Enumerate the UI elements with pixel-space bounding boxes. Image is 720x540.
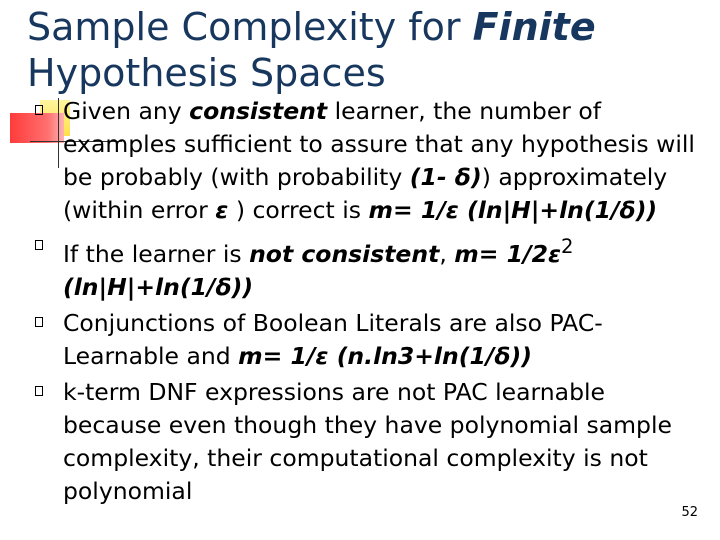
bullet-consistent-learner [35,95,703,227]
square-bullet-icon [35,105,43,115]
bullet-text: ) correct is [228,196,369,224]
bullet-text: Conjunctions of Boolean Literals are also PAC-Learnable and [63,308,603,370]
page-number: 52 [681,505,698,520]
square-bullet-icon [35,317,43,327]
bullet-text: , [439,239,455,268]
bullet-formula: m= 1/2ε [454,239,562,268]
title-line2: Hypothesis Spaces [27,51,386,95]
square-bullet-icon [35,240,43,250]
bullet-emphasis: consistent [189,97,328,125]
title-emphasis: Finite [472,5,596,49]
bullet-k-term-dnf [35,376,703,508]
bullet-list [35,95,703,508]
bullet-boolean-literals [35,307,703,373]
title-prefix: Sample Complexity for [27,5,473,49]
bullet-formula: (1- δ) [409,163,482,191]
slide-title [27,4,627,96]
bullet-text: If the learner is [63,239,250,268]
bullet-text: k-term DNF expressions are not PAC learnable because even though they have polynomial sample complexity, their computational complexity is not polynomial [63,377,672,505]
bullet-text: ) approximately (within error [63,163,668,224]
bullet-formula: (ln|H|+ln(1/δ)) [63,272,254,301]
bullet-superscript: 2 [561,235,574,258]
bullet-formula: m= 1/ε (n.ln3+ln(1/δ)) [238,341,533,370]
square-bullet-icon [35,386,43,396]
bullet-formula: m= 1/ε (ln|H|+ln(1/δ)) [368,196,658,224]
bullet-text: Given any [63,97,190,125]
bullet-not-consistent [35,230,703,304]
bullet-emphasis: not consistent [249,239,440,268]
bullet-formula: ε [215,196,229,224]
bullet-text: learner, the number of examples sufficient to assure that any hypothesis will be probably (with probability [63,97,695,191]
